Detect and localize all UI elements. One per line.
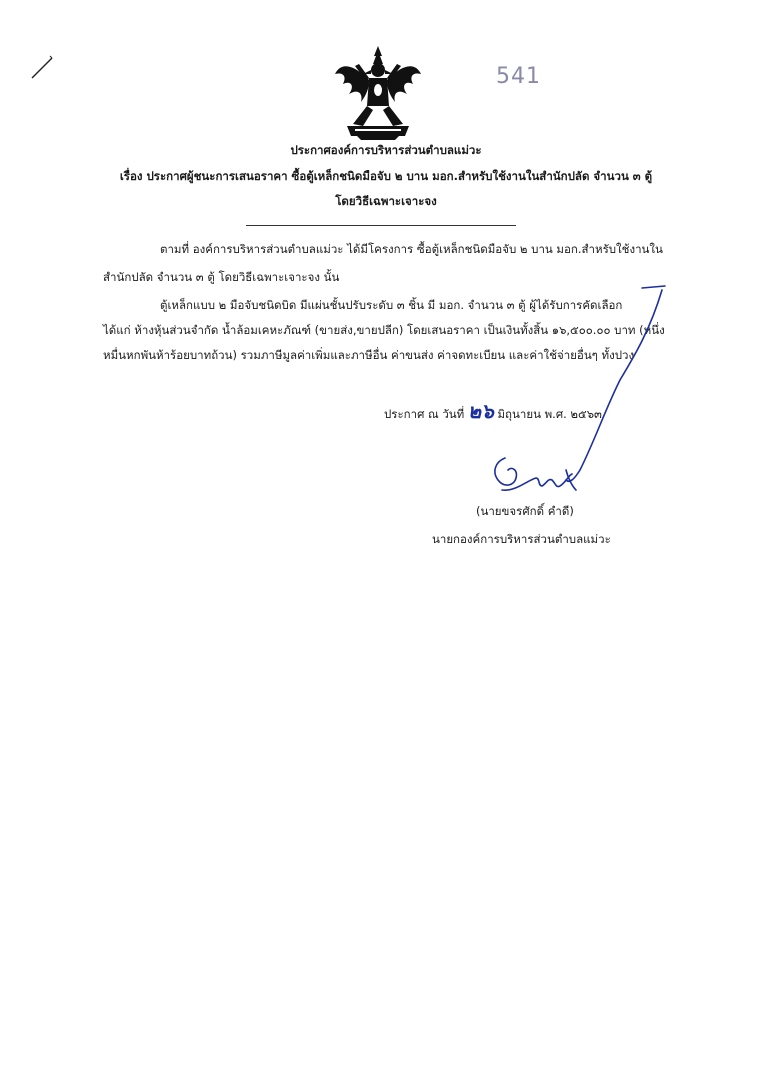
subject-line-2: โดยวิธีเฉพาะเจาะจง [335,194,437,208]
stamp-number: 541 [496,64,541,89]
signatory-position: นายกองค์การบริหารส่วนตำบลแม่วะ [432,532,611,546]
handwritten-day: ๒๖ [467,399,494,423]
signatory-name: (นายขจรศักดิ์ คำดี) [476,504,574,518]
subject-line-1: เรื่อง ประกาศผู้ชนะการเสนอราคา ซื้อตู้เหล็กชนิดมือจับ ๒ บาน มอก.สำหรับใช้งานในสำนักปลัด จำนวน ๓ ตู้ [119,169,653,183]
para2-line3: หมื่นหกพันห้าร้อยบาทถ้วน) รวมภาษีมูลค่าเพิ่มและภาษีอื่น ค่าขนส่ง ค่าจดทะเบียน และค่าใช้จ่ายอื่นๆ ทั้งปวง [103,348,635,362]
announcement-month-year: มิถุนายน พ.ศ. ๒๕๖๓ [497,407,602,421]
para1-line1: ตามที่ องค์การบริหารส่วนตำบลแม่วะ ได้มีโครงการ ซื้อตู้เหล็กชนิดมือจับ ๒ บาน มอก.สำหรับใช้งานใน [160,242,663,256]
header-divider [246,225,516,226]
announcement-date [384,395,602,427]
issuer-title: ประกาศองค์การบริหารส่วนตำบลแม่วะ [290,143,482,157]
announcement-prefix: ประกาศ ณ วันที่ [384,407,465,421]
para2-line2: ได้แก่ ห้างหุ้นส่วนจำกัด น้ำล้อมเคหะภัณฑ์ (ขายส่ง,ขายปลีก) โดยเสนอราคา เป็นเงินทั้งสิ้น ๑๖,๕๐๐.๐๐ บาท (หนึ่ง [103,323,665,337]
garuda-emblem-icon [333,44,423,140]
para2-line1: ตู้เหล็กแบบ ๒ มือจับชนิดบิด มีแผ่นชั้นปรับระดับ ๓ ชิ้น มี มอก. จำนวน ๓ ตู้ ผู้ได้รับการคัดเลือก [160,298,623,312]
para1-line2: สำนักปลัด จำนวน ๓ ตู้ โดยวิธีเฉพาะเจาะจง นั้น [103,270,340,284]
corner-pen-mark [30,52,60,82]
